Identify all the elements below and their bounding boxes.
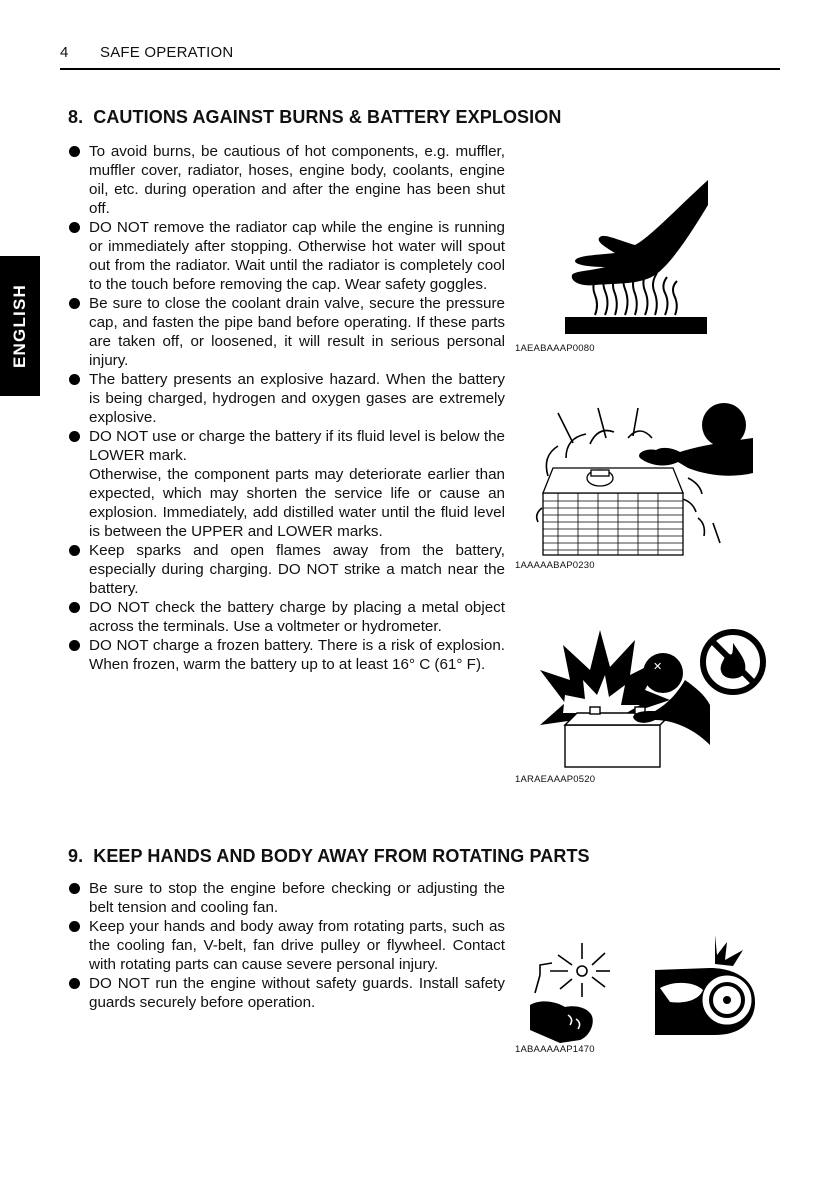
battery-explosion-no-flame-icon [535,625,775,775]
section-9-title: KEEP HANDS AND BODY AWAY FROM ROTATING PARTS [93,846,590,866]
list-item: Be sure to stop the engine before checking or adjusting the belt tension and cooling fan. [68,879,505,917]
rotating-pulley-hand-icon [655,930,765,1040]
list-item: Keep your hands and body away from rotating parts, such as the cooling fan, V-belt, fan drive pulley or flywheel. Contact with rotating parts can cause severe personal injury. [68,917,505,974]
bullet-icon [69,602,80,613]
list-item: The battery presents an explosive hazard. When the battery is being charged, hydrogen and oxygen gases are extremely explosive. [68,370,505,427]
page-number: 4 [60,44,69,61]
bullet-icon [69,883,80,894]
bullet-icon [69,374,80,385]
list-item: DO NOT remove the radiator cap while the engine is running or immediately after stopping. Otherwise hot water will spout out from the radiator. Wait until the radiator is completely cool to the touch before removing the cap. Wear safety goggles. [68,218,505,294]
figure-code: 1AEABAAAP0080 [515,343,595,354]
hot-surface-hand-icon [560,175,710,340]
figure-code: 1ARAEAAAP0520 [515,774,596,785]
list-item: Be sure to close the coolant drain valve, secure the pressure cap, and fasten the pipe band before operating. If these parts are taken off, or loosened, it will result in serious personal injury. [68,294,505,370]
list-item: DO NOT use or charge the battery if its fluid level is below the LOWER mark. Otherwise, the component parts may deteriorate earlier than expected, which may shorten the service life or cause an explosion. Immediately, add distilled water until the fluid level is between the UPPER and LOWER marks. [68,427,505,541]
bullet-icon [69,431,80,442]
list-item: DO NOT run the engine without safety guards. Install safety guards securely before operation. [68,974,505,1012]
bullet-icon [69,640,80,651]
svg-text:✕: ✕ [653,661,663,673]
bullet-icon [69,921,80,932]
bullet-icon [69,146,80,157]
rotating-fan-hand-icon [530,935,612,1045]
bullet-icon [69,298,80,309]
section-9-heading [68,846,590,867]
section-8-heading [68,107,561,128]
list-item: To avoid burns, be cautious of hot components, e.g. muffler, muffler cover, radiator, hoses, engine body, coolants, engine oil, etc. during operation and after the engine has been shut off. [68,142,505,218]
figure-code: 1AAAAABAP0230 [515,560,595,571]
list-item: DO NOT charge a frozen battery. There is a risk of explosion. When frozen, warm the battery up to at least 16° C (61° F). [68,636,505,674]
language-tab-label: ENGLISH [10,284,29,368]
section-9-number: 9. [68,846,84,866]
list-item: Keep sparks and open flames away from the battery, especially during charging. DO NOT strike a match near the battery. [68,541,505,598]
page-header [60,44,780,70]
section-8-title: CAUTIONS AGAINST BURNS & BATTERY EXPLOSION [93,107,562,127]
bullet-icon [69,222,80,233]
bullet-icon [69,978,80,989]
section-8-bullet-list [68,142,505,674]
language-tab [0,256,40,396]
figure-code: 1ABAAAAAP1470 [515,1044,595,1055]
radiator-steam-hand-icon [528,398,753,560]
list-item: DO NOT check the battery charge by placing a metal object across the terminals. Use a voltmeter or hydrometer. [68,598,505,636]
section-8-number: 8. [68,107,84,127]
bullet-icon [69,545,80,556]
section-title: SAFE OPERATION [100,44,234,61]
section-9-bullet-list [68,879,505,1012]
